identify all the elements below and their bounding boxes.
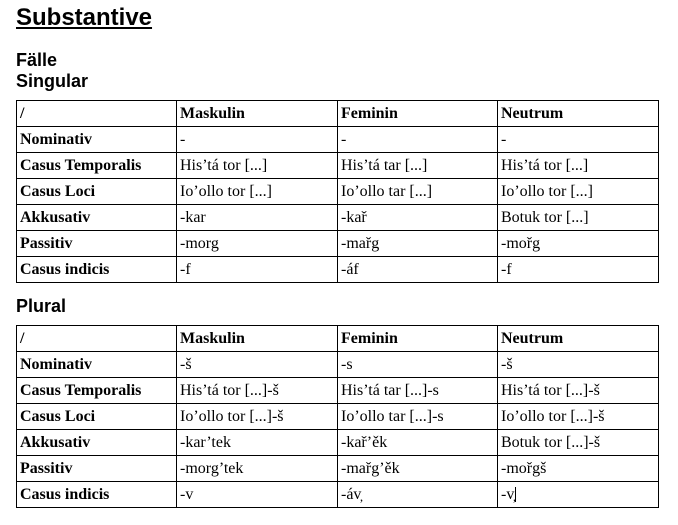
plural-declension-table <box>16 325 659 508</box>
header-cell-feminin[interactable]: Feminin <box>338 326 498 352</box>
section-heading-singular: Singular <box>16 71 89 91</box>
table-cell[interactable]: -s <box>338 352 498 378</box>
row-label-cell[interactable]: Passitiv <box>17 231 177 257</box>
row-label-cell[interactable]: Casus Temporalis <box>17 378 177 404</box>
table-cell[interactable]: - <box>177 127 338 153</box>
table-cell[interactable]: -morg’tek <box>177 456 338 482</box>
header-cell-neutrum[interactable]: Neutrum <box>498 326 659 352</box>
table-cell[interactable]: -kar <box>177 205 338 231</box>
table-cell[interactable]: -š <box>177 352 338 378</box>
table-row <box>17 153 659 179</box>
table-cell[interactable]: -mořg <box>498 231 659 257</box>
active-edit-cell[interactable] <box>498 482 659 508</box>
table-cell[interactable]: -mořgš <box>498 456 659 482</box>
table-cell[interactable]: Io’ollo tor [...]-š <box>498 404 659 430</box>
row-label-cell[interactable]: Akkusativ <box>17 430 177 456</box>
table-cell[interactable]: -š <box>498 352 659 378</box>
table-cell[interactable]: -morg <box>177 231 338 257</box>
header-cell-feminin[interactable]: Feminin <box>338 101 498 127</box>
table-cell[interactable]: Io’ollo tor [...]-š <box>177 404 338 430</box>
singular-declension-table <box>16 100 659 283</box>
row-label-cell[interactable]: Casus Loci <box>17 404 177 430</box>
row-label-cell[interactable]: Casus Temporalis <box>17 153 177 179</box>
table-cell[interactable]: -kař <box>338 205 498 231</box>
table-header-row <box>17 101 659 127</box>
table-row <box>17 404 659 430</box>
table-cell[interactable]: His’tá tar [...] <box>338 153 498 179</box>
table-row <box>17 456 659 482</box>
table-cell[interactable]: Io’ollo tar [...]-s <box>338 404 498 430</box>
table-cell[interactable]: - <box>338 127 498 153</box>
row-label-cell[interactable]: Nominativ <box>17 127 177 153</box>
table-row <box>17 179 659 205</box>
table-cell[interactable]: Io’ollo tor [...] <box>177 179 338 205</box>
table-header-row <box>17 326 659 352</box>
section-heading-cases: Fälle <box>16 50 58 70</box>
header-cell-corner[interactable]: / <box>17 326 177 352</box>
table-row <box>17 205 659 231</box>
table-cell[interactable]: -kar’tek <box>177 430 338 456</box>
row-label-cell[interactable]: Casus Loci <box>17 179 177 205</box>
table-row <box>17 378 659 404</box>
table-cell[interactable]: -v <box>177 482 338 508</box>
document-title: Substantive <box>16 4 153 31</box>
row-label-cell[interactable]: Akkusativ <box>17 205 177 231</box>
table-cell[interactable]: -f <box>177 257 338 283</box>
table-cell[interactable]: His’tá tar [...]-s <box>338 378 498 404</box>
table-cell[interactable]: His’tá tor [...]-š <box>177 378 338 404</box>
row-label-cell[interactable]: Casus indicis <box>17 482 177 508</box>
header-cell-maskulin[interactable]: Maskulin <box>177 101 338 127</box>
table-cell[interactable]: -mařg <box>338 231 498 257</box>
table-cell[interactable]: His’tá tor [...]-š <box>498 378 659 404</box>
table-cell[interactable]: Io’ollo tor [...] <box>498 179 659 205</box>
text-cursor <box>515 487 516 502</box>
table-row <box>17 231 659 257</box>
table-cell[interactable]: His’tá tor [...] <box>498 153 659 179</box>
row-label-cell[interactable]: Passitiv <box>17 456 177 482</box>
table-cell[interactable]: Io’ollo tar [...] <box>338 179 498 205</box>
table-cell[interactable]: -mařg’ěk <box>338 456 498 482</box>
table-cell[interactable]: Botuk tor [...] <box>498 205 659 231</box>
table-cell[interactable]: -kař’ěk <box>338 430 498 456</box>
table-row <box>17 352 659 378</box>
section-heading-plural: Plural <box>16 296 67 316</box>
table-row <box>17 482 659 508</box>
row-label-cell[interactable]: Nominativ <box>17 352 177 378</box>
table-cell[interactable]: -áf <box>338 257 498 283</box>
header-cell-maskulin[interactable]: Maskulin <box>177 326 338 352</box>
table-cell[interactable]: Botuk tor [...]-š <box>498 430 659 456</box>
row-label-cell[interactable]: Casus indicis <box>17 257 177 283</box>
header-cell-neutrum[interactable]: Neutrum <box>498 101 659 127</box>
table-cell[interactable]: -f <box>498 257 659 283</box>
table-cell[interactable]: His’tá tor [...] <box>177 153 338 179</box>
table-cell[interactable]: - <box>498 127 659 153</box>
table-row <box>17 127 659 153</box>
table-row <box>17 257 659 283</box>
header-cell-corner[interactable]: / <box>17 101 177 127</box>
cell-text: -v̦ <box>501 485 515 503</box>
table-row <box>17 430 659 456</box>
table-cell[interactable]: -áv̦ <box>338 482 498 508</box>
